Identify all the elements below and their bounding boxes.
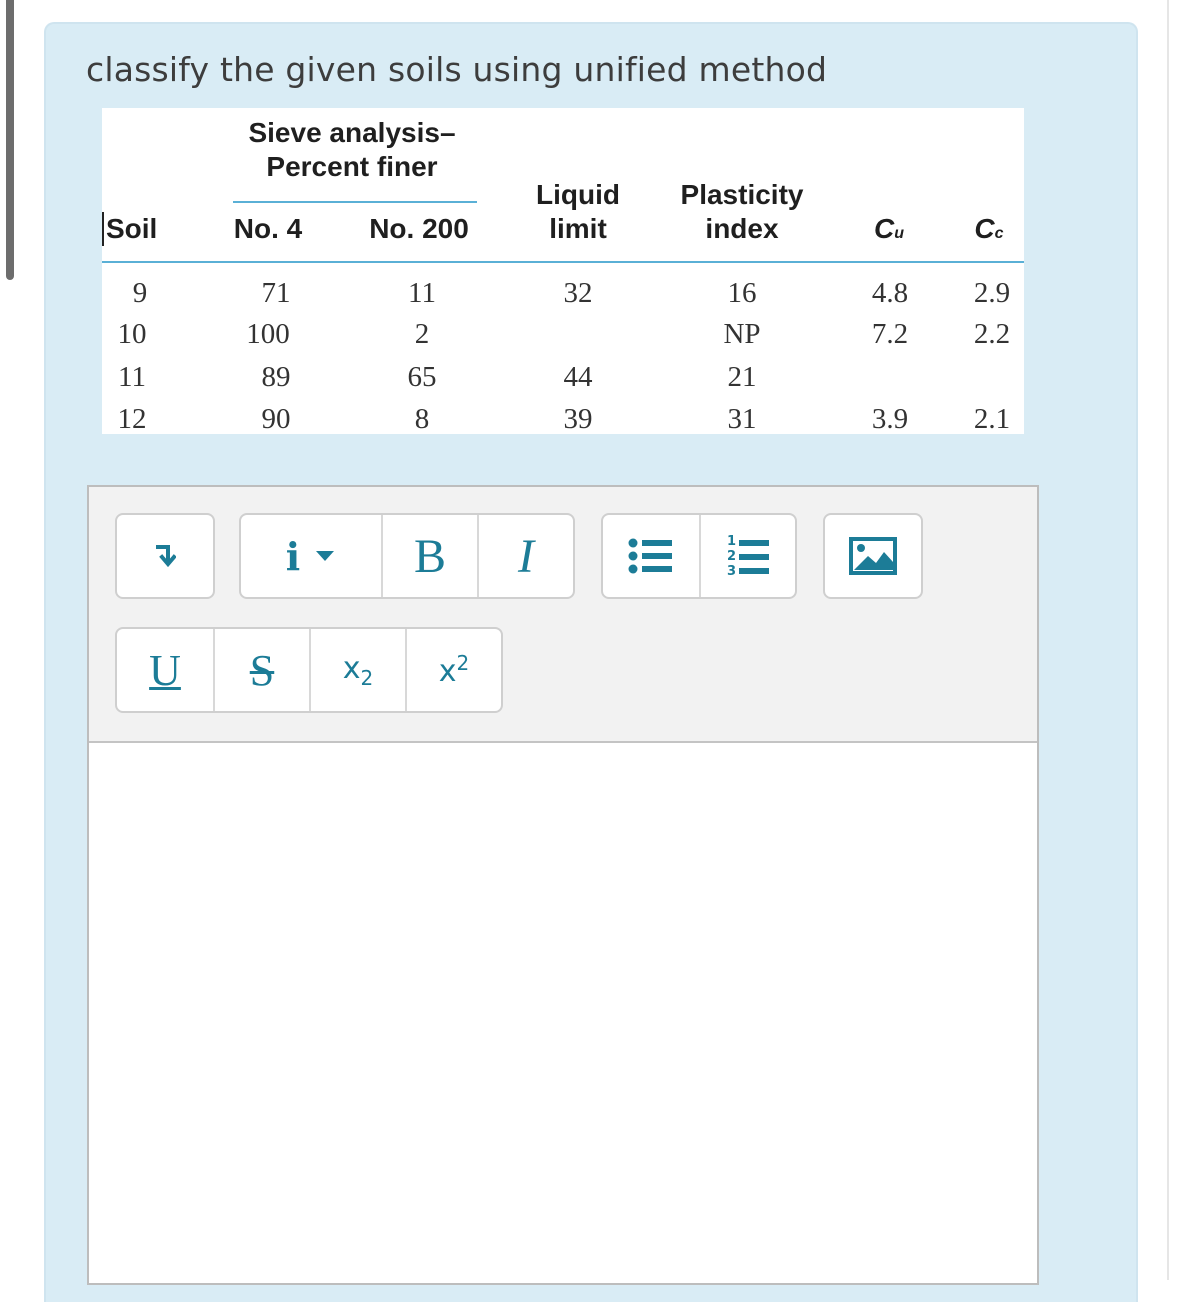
cell-no200: 11 xyxy=(408,277,436,309)
cell-plasticity-index: NP xyxy=(723,318,761,350)
caret-down-icon xyxy=(314,549,336,563)
superscript-button[interactable] xyxy=(405,629,501,711)
cell-plasticity-index: 31 xyxy=(727,403,757,435)
scroll-indicator[interactable] xyxy=(6,0,14,280)
format-group xyxy=(239,513,575,599)
bold-label: B xyxy=(413,529,446,583)
cell-no200: 65 xyxy=(407,361,437,393)
numbered-list-button[interactable] xyxy=(699,515,795,597)
header-soil: Soil xyxy=(102,212,166,246)
editor-toolbar xyxy=(89,487,1037,743)
insert-image-button[interactable] xyxy=(825,515,921,597)
header-cu-sub: u xyxy=(894,225,904,242)
paragraph-icon xyxy=(154,543,176,569)
cell-no4: 90 xyxy=(261,403,291,435)
svg-text:3: 3 xyxy=(727,564,737,579)
numbered-list-icon xyxy=(725,533,771,579)
paragraph-button[interactable] xyxy=(117,515,213,597)
bullet-list-button[interactable] xyxy=(603,515,699,597)
strikethrough-button[interactable] xyxy=(213,629,309,711)
list-group xyxy=(601,513,797,599)
cell-no4: 100 xyxy=(246,318,290,350)
superscript-base: x xyxy=(438,654,457,689)
header-rule xyxy=(102,261,1024,263)
cell-plasticity-index: 21 xyxy=(727,361,757,393)
underline-button[interactable] xyxy=(117,629,213,711)
cell-liquid-limit: 39 xyxy=(563,403,593,435)
cell-no4: 89 xyxy=(261,361,291,393)
header-cc-letter: C xyxy=(974,213,995,244)
page-divider xyxy=(1167,0,1169,1280)
header-plasticity-index-line1: Plasticity xyxy=(680,179,804,210)
paragraph-group xyxy=(115,513,215,599)
cell-soil: 11 xyxy=(118,361,146,393)
image-group xyxy=(823,513,923,599)
strikethrough-label: S xyxy=(249,645,275,695)
bullet-list-icon xyxy=(628,536,674,576)
header-no4: No. 4 xyxy=(233,213,303,244)
cell-cc: 2.2 xyxy=(973,318,1011,350)
cell-cu: 3.9 xyxy=(871,403,909,435)
cell-cu: 7.2 xyxy=(871,318,909,350)
cell-cu: 4.8 xyxy=(871,277,909,309)
cell-cc: 2.1 xyxy=(973,403,1011,435)
info-dropdown-button[interactable] xyxy=(241,515,381,597)
svg-text:2: 2 xyxy=(727,549,737,564)
text-style-group xyxy=(115,627,503,713)
image-icon xyxy=(849,537,897,575)
superscript-label xyxy=(439,651,470,689)
sieve-header-line1: Sieve analysis– xyxy=(248,117,456,148)
svg-text:1: 1 xyxy=(727,534,737,549)
italic-label: I xyxy=(518,529,534,583)
question-text: classify the given soils using unified method xyxy=(86,50,828,89)
underline-label: U xyxy=(149,645,181,695)
header-cu-letter: C xyxy=(873,213,895,244)
header-no200: No. 200 xyxy=(369,213,469,244)
sieve-header-rule xyxy=(233,201,477,203)
cell-plasticity-index: 16 xyxy=(727,277,757,309)
cell-soil: 10 xyxy=(117,318,147,350)
subscript-button[interactable] xyxy=(309,629,405,711)
italic-button[interactable] xyxy=(477,515,573,597)
superscript-digit: 2 xyxy=(456,651,470,675)
info-label: i xyxy=(285,533,301,579)
answer-text-area[interactable] xyxy=(89,743,1037,1283)
soil-data-table xyxy=(102,108,1024,434)
header-liquid-limit-line2: limit xyxy=(549,213,607,244)
cell-soil: 12 xyxy=(117,403,147,435)
header-cu xyxy=(854,212,924,251)
bold-button[interactable] xyxy=(381,515,477,597)
cell-liquid-limit: 32 xyxy=(563,277,593,309)
cell-liquid-limit: 44 xyxy=(563,361,593,393)
cell-soil: 9 xyxy=(132,277,148,309)
sieve-header xyxy=(222,116,482,184)
header-cc-sub: c xyxy=(994,225,1004,242)
sieve-header-line2: Percent finer xyxy=(266,151,438,182)
cell-no200: 2 xyxy=(414,318,430,350)
subscript-base: x xyxy=(342,650,361,686)
subscript-digit: 2 xyxy=(360,665,374,690)
subscript-label xyxy=(343,651,374,690)
cell-cc: 2.9 xyxy=(973,277,1011,309)
cell-no200: 8 xyxy=(414,403,430,435)
header-cc xyxy=(954,212,1024,251)
cell-no4: 71 xyxy=(261,277,291,309)
rich-text-editor xyxy=(87,485,1039,1285)
header-plasticity-index xyxy=(662,178,822,246)
header-liquid-limit xyxy=(522,178,634,246)
header-plasticity-index-line2: index xyxy=(705,213,779,244)
header-liquid-limit-line1: Liquid xyxy=(536,179,620,210)
